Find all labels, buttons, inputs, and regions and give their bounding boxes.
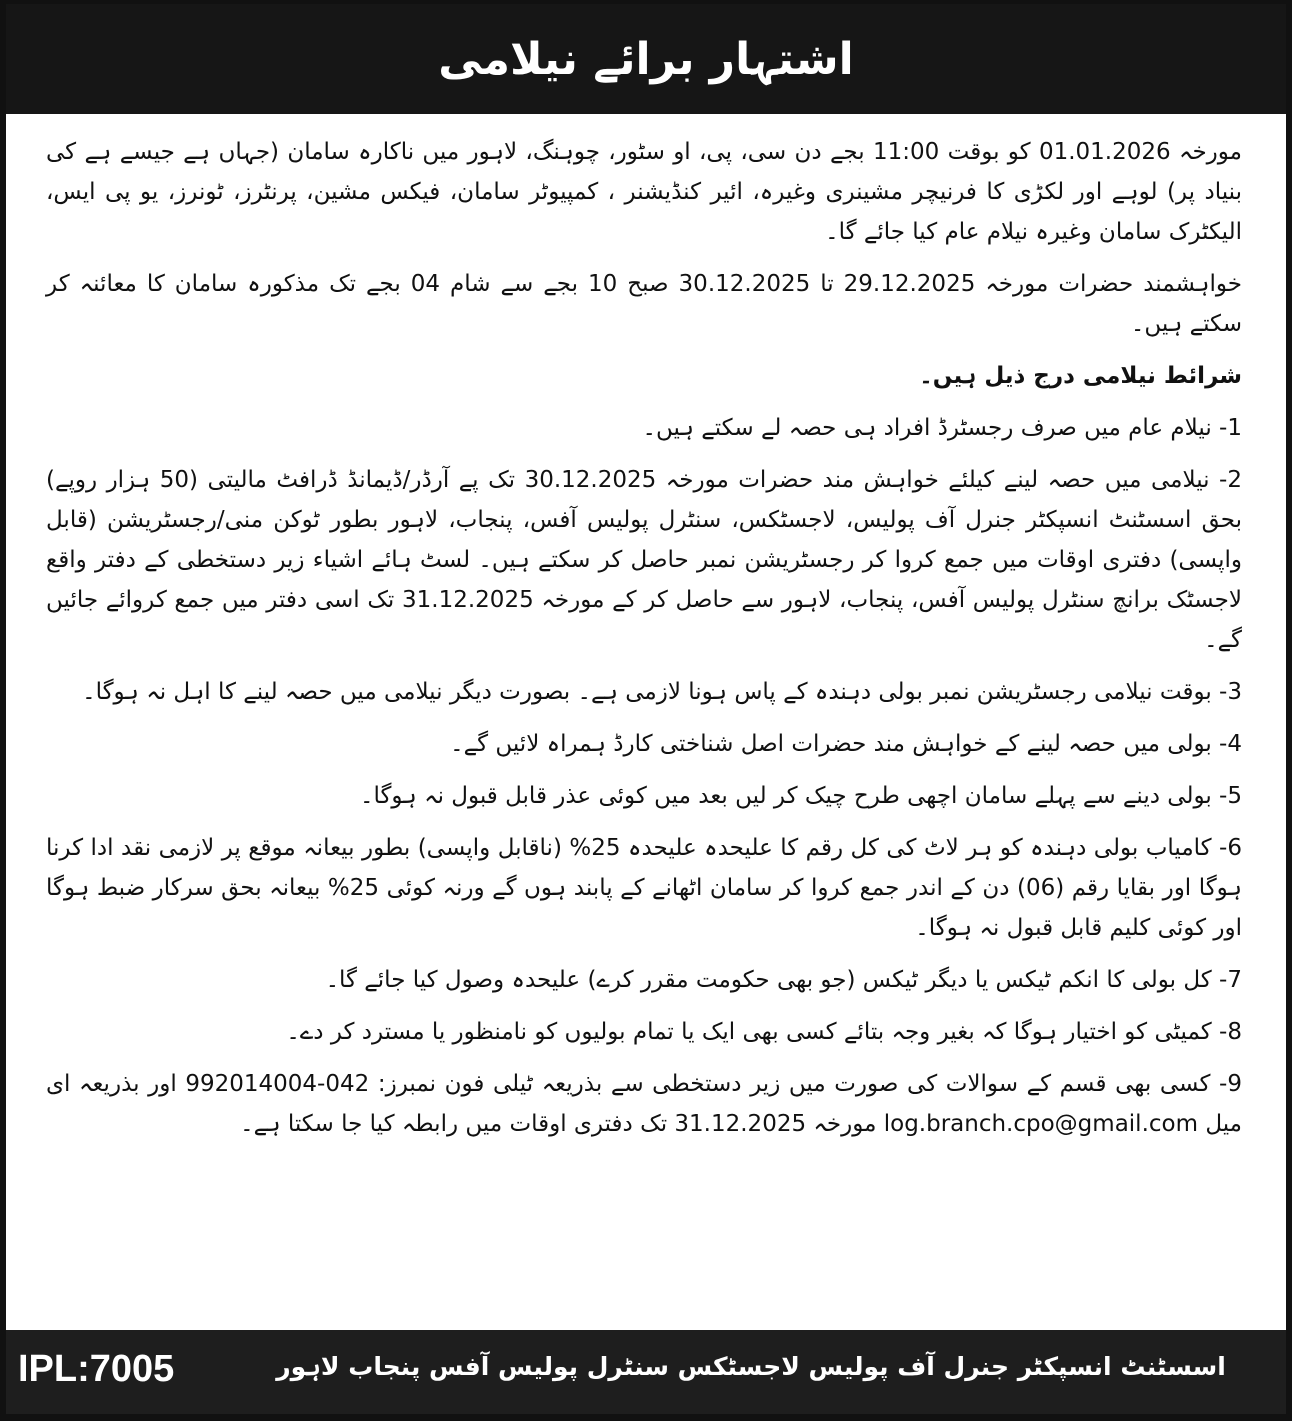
condition-6: 6- کامیاب بولی دہندہ کو ہر لاٹ کی کل رقم کا علیحدہ علیحدہ 25% (ناقابل واپسی) بطور بیعانہ موقع پر لازمی نقد ادا کرنا ہوگا اور بقایا رقم (06) دن <box>46 835 1243 901</box>
condition-4: 4- بولی میں حصہ لینے کے خواہش مند حضرات اصل شناختی کارڈ ہمراہ لائیں گے۔ <box>450 731 1242 757</box>
signatory: اسسٹنٹ انسپکٹر جنرل آف پولیس لاجسٹکس سنٹرل پولیس آفس پنجاب لاہور <box>276 1352 1226 1381</box>
condition-7: 7- کل بولی کا انکم ٹیکس یا دیگر ٹیکس (جو بھی حکومت مقرر کرے) علیحدہ وصول کیا جائے گا۔ <box>325 967 1242 993</box>
condition-2-cont: انسپکٹر جنرل آف پولیس، لاجسٹکس، سنٹرل پولیس آفس، پنجاب، لاہور بطور ٹوکن منی/رجسٹریشن (قابل واپسی) دفتری اوقات میں جمع کروا کر <box>46 507 1243 573</box>
ad-body <box>6 114 1286 1330</box>
condition-9-cont: log.branch.cpo@gmail.com مورخہ 31.12.2025 تک دفتری اوقات میں رابطہ کیا جا سکتا ہے۔ <box>240 1111 1198 1137</box>
condition-8: 8- کمیٹی کو اختیار ہوگا کہ بغیر وجہ بتائے کسی بھی ایک یا تمام بولیوں کو نامنظور یا مسترد کر دے۔ <box>286 1019 1242 1045</box>
footer-band <box>6 1330 1286 1414</box>
intro-paragraph <box>46 132 1242 252</box>
intro-line: مورخہ 01.01.2026 کو بوقت 11:00 بجے دن سی، پی، او سٹور، چوہنگ، لاہور میں ناکارہ سامان (جہاں ہے جیسے ہے کی بنیاد پر) لوہے <box>46 139 1243 205</box>
condition-2-cont: مورخہ 31.12.2025 تک اسی دفتر میں جمع کروائے جائیں گے۔ <box>46 587 1242 653</box>
condition-1: 1- نیلام عام میں صرف رجسٹرڈ افراد ہی حصہ لے سکتے ہیں۔ <box>642 415 1242 441</box>
inspection-line: خواہشمند حضرات مورخہ 29.12.2025 تا 30.12.2025 صبح 10 بجے سے شام 04 بجے تک مذکورہ سامان کا معائنہ کر سکتے ہیں۔ <box>46 271 1242 337</box>
condition-2: 2- نیلامی میں حصہ لینے کیلئے خواہش مند حضرات مورخہ 30.12.2025 تک پے آرڈر/ڈیمانڈ ڈرافٹ مالیتی (50 ہزار روپے) بحق اسسٹنٹ <box>46 467 1243 533</box>
condition-3: 3- بوقت نیلامی رجسٹریشن نمبر بولی دہندہ کے پاس ہونا لازمی ہے۔ بصورت دیگر نیلامی میں حصہ لینے کا اہل نہ ہوگا۔ <box>82 679 1242 705</box>
condition-6-cont: کے اندر جمع کروا کر سامان اٹھانے کے پابند ہوں گے ورنہ کوئی 25% بیعانہ بحق سرکار ضبط ہوگا اور کوئی کلیم قابل قبول نہ ہوگا۔ <box>46 875 1242 941</box>
condition-5: 5- بولی دینے سے پہلے سامان اچھی طرح چیک کر لیں بعد میں کوئی عذر قابل قبول نہ ہوگا۔ <box>359 783 1242 809</box>
condition-2-paragraph <box>46 460 1242 660</box>
intro-line: اور لکڑی کا فرنیچر مشینری وغیرہ، ائیر کنڈیشنر ، کمپیوٹر سامان، فیکس مشین، پرنٹرز، ٹونرز، یو پی ایس، الیکٹرک سامان وغیرہ نیلام عام کیا جائے گا۔ <box>46 179 1242 245</box>
conditions-heading: شرائط نیلامی درج ذیل ہیں۔ <box>919 363 1242 389</box>
ad-title: اشتہار برائے نیلامی <box>438 33 854 85</box>
inspection-paragraph <box>46 264 1242 344</box>
condition-9-paragraph <box>46 1064 1242 1144</box>
condition-9: 9- کسی بھی قسم کے سوالات کی صورت میں زیر دستخطی سے بذریعہ ٹیلی فون نمبرز: 042-992014004 اور بذریعہ ای میل <box>46 1071 1243 1137</box>
condition-6-paragraph <box>46 828 1242 948</box>
ipl-code: IPL:7005 <box>18 1348 175 1390</box>
header-band <box>6 4 1286 114</box>
condition-2-cont: رجسٹریشن نمبر حاصل کر سکتے ہیں۔ لسٹ ہائے اشیاء زیر دستخطی کے دفتر واقع لاجسٹک برانچ سنٹرل پولیس آفس، پنجاب، لاہور سے حاصل کر کے <box>46 547 1243 613</box>
